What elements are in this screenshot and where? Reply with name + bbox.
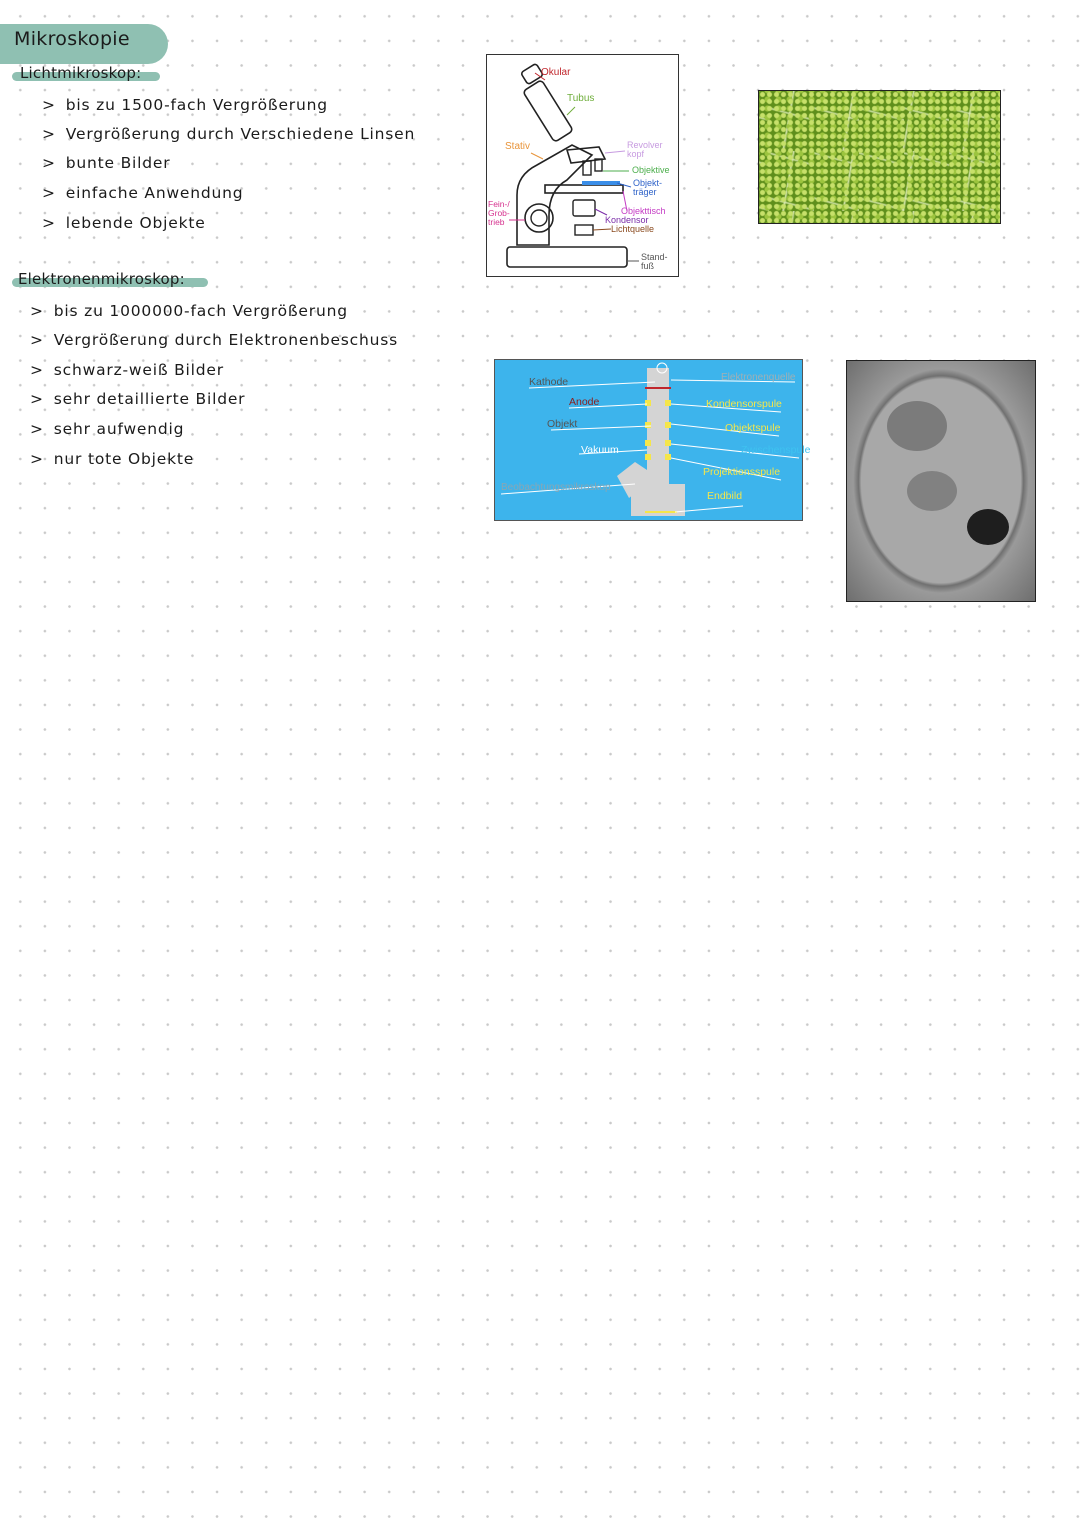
label-objekttraeger: Objekt- träger [633, 178, 663, 197]
electron-microscope-diagram [494, 359, 811, 521]
em-label-kathode: Kathode [529, 376, 569, 388]
light-microscope-diagram [486, 54, 679, 277]
list-item-text: Vergrößerung durch Elektronenbeschuss [53, 331, 398, 349]
em-label-projektionsspule: Projektionsspule [703, 466, 781, 478]
electron-microscope-heading: Elektronenmikroskop: [18, 270, 185, 288]
list-item-text: einfache Anwendung [65, 184, 244, 202]
bullet-marker: > [42, 125, 56, 143]
list-item-text: sehr aufwendig [53, 420, 185, 438]
bullet-marker: > [30, 331, 44, 349]
list-item [42, 184, 243, 202]
bullet-marker: > [30, 390, 44, 408]
page-title: Mikroskopie [14, 28, 130, 50]
bullet-marker: > [30, 450, 44, 468]
list-item-text: sehr detaillierte Bilder [53, 390, 246, 408]
list-item [30, 450, 194, 468]
em-label-anode: Anode [569, 396, 600, 408]
list-item [30, 331, 398, 349]
label-kondensor: Kondensor [605, 215, 649, 225]
label-stativ: Stativ [505, 141, 531, 152]
bullet-marker: > [30, 420, 44, 438]
plant-cell-micrograph [758, 90, 1001, 224]
bullet-marker: > [42, 184, 56, 202]
em-label-kondensorspule: Kondensorspule [706, 398, 782, 410]
list-item [42, 96, 328, 114]
bullet-marker: > [30, 361, 44, 379]
label-okular: Okular [541, 67, 571, 78]
label-objekttisch: Objekttisch [621, 206, 666, 216]
chromatin-patch [887, 401, 947, 451]
bullet-marker: > [30, 302, 44, 320]
em-label-objektspule: Objektspule [725, 422, 781, 434]
list-item [30, 361, 224, 379]
list-item [42, 214, 206, 232]
list-item-text: bis zu 1000000-fach Vergrößerung [53, 302, 348, 320]
bullet-marker: > [42, 96, 56, 114]
list-item [30, 420, 184, 438]
em-label-zwischenspule: Zwischenspule [741, 444, 811, 456]
bullet-marker: > [42, 154, 56, 172]
label-objektive: Objektive [632, 165, 670, 175]
list-item [42, 125, 415, 143]
label-fein-grobtrieb: Fein-/ Grob- trieb [488, 199, 510, 227]
list-item-text: lebende Objekte [65, 214, 206, 232]
list-item-text: bunte Bilder [65, 154, 171, 172]
list-item-text: bis zu 1500-fach Vergrößerung [65, 96, 328, 114]
list-item [30, 302, 348, 320]
chromatin-patch [907, 471, 957, 511]
label-revolverkopf: Revolver kopf [627, 140, 663, 159]
light-microscope-heading: Lichtmikroskop: [20, 64, 142, 82]
list-item [42, 154, 170, 172]
bullet-marker: > [42, 214, 56, 232]
nucleus-electron-micrograph [846, 360, 1036, 602]
em-label-elektronenquelle: Elektronenquelle [721, 372, 796, 383]
label-standfuss: Stand- fuß [641, 252, 668, 271]
label-tubus: Tubus [567, 93, 595, 104]
nucleolus [967, 509, 1009, 545]
em-label-beobachtung: Beobachtungsmikroskop [501, 482, 611, 493]
list-item-text: Vergrößerung durch Verschiedene Linsen [65, 125, 416, 143]
em-label-endbild: Endbild [707, 490, 743, 502]
list-item-text: schwarz-weiß Bilder [53, 361, 224, 379]
list-item [30, 390, 245, 408]
label-lichtquelle: Lichtquelle [611, 224, 655, 234]
em-label-vakuum: Vakuum [581, 444, 619, 456]
list-item-text: nur tote Objekte [53, 450, 195, 468]
em-label-objekt: Objekt [547, 418, 578, 430]
